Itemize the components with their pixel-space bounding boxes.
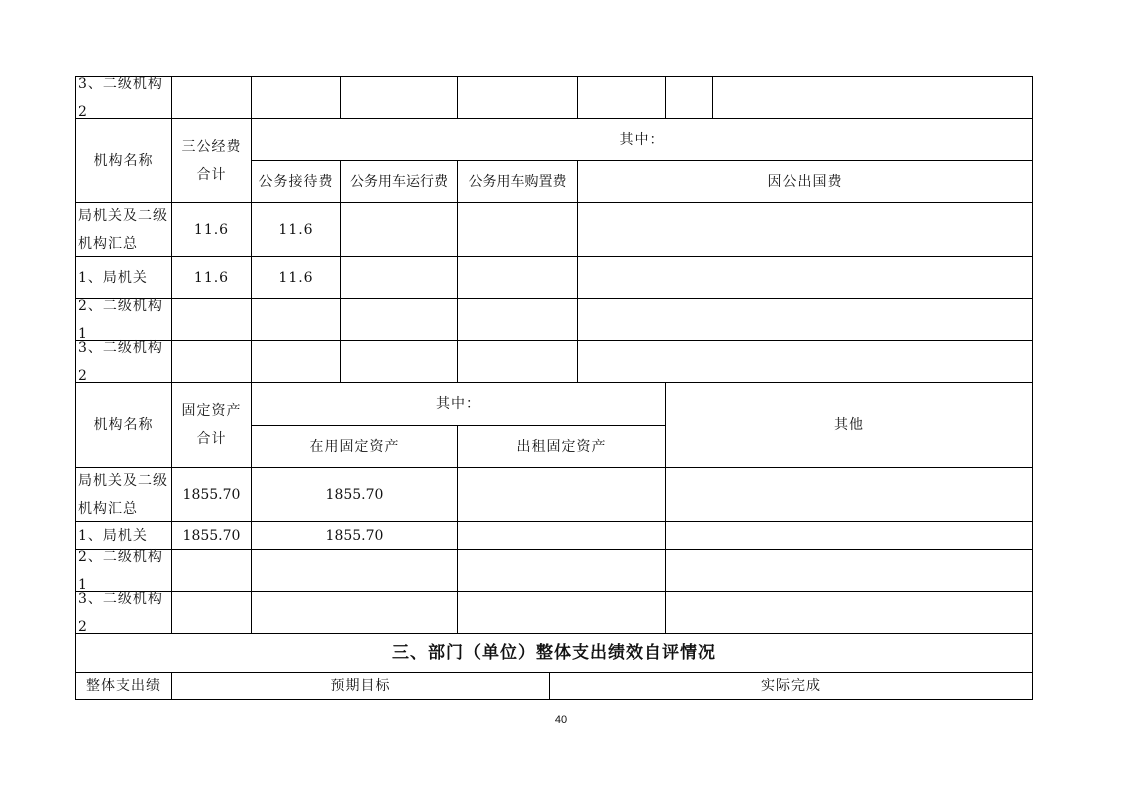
table-cell-car-running [341,299,458,341]
section-title: 三、部门（单位）整体支出绩效自评情况 [75,634,1033,673]
table-row-label: 2、二级机构1 [75,550,172,592]
table-cell-abroad [578,341,1033,383]
table-cell-total: 11.6 [172,203,252,257]
table-cell-total [172,550,252,592]
table-row-label: 局机关及二级机构汇总 [75,468,172,522]
table-cell-total [172,299,252,341]
table-cell-leased [458,522,666,550]
table-cell-leased [458,468,666,522]
table-cell [578,76,666,119]
table-cell [713,76,1033,119]
table-cell-total [172,592,252,634]
table-cell [666,76,713,119]
header-fixed-asset-total: 固定资产合计 [172,383,252,468]
table-cell-car-purchase [458,257,578,299]
header-overall-expenditure: 整体支出绩 [75,673,172,700]
table-cell [172,76,252,119]
header-org-name: 机构名称 [75,383,172,468]
header-leased-assets: 出租固定资产 [458,426,666,468]
table-row-label: 3、二级机构2 [75,592,172,634]
table-cell-in-use: 1855.70 [252,522,458,550]
header-in-use-assets: 在用固定资产 [252,426,458,468]
table-cell-car-running [341,203,458,257]
table-row-label: 1、局机关 [75,522,172,550]
header-car-running: 公务用车运行费 [341,161,458,203]
header-expected-target: 预期目标 [172,673,550,700]
table-cell-other [666,550,1033,592]
table-cell-reception [252,341,341,383]
header-reception: 公务接待费 [252,161,341,203]
table-row-label: 局机关及二级机构汇总 [75,203,172,257]
header-among: 其中： [252,119,1033,161]
table-cell-reception [252,299,341,341]
table-cell-abroad [578,299,1033,341]
table-cell [458,76,578,119]
header-org-name: 机构名称 [75,119,172,203]
table-cell-leased [458,550,666,592]
table-cell-in-use: 1855.70 [252,468,458,522]
table-cell-other [666,522,1033,550]
header-among: 其中： [252,383,666,426]
page-number: 40 [554,714,568,726]
header-three-public-total: 三公经费合计 [172,119,252,203]
table-cell-car-purchase [458,203,578,257]
header-actual-completion: 实际完成 [550,673,1033,700]
table-cell-reception: 11.6 [252,257,341,299]
table-row-label: 3、二级机构2 [75,76,172,119]
table-cell-total [172,341,252,383]
table-row-label: 2、二级机构1 [75,299,172,341]
table-cell-abroad [578,203,1033,257]
table-cell-in-use [252,592,458,634]
table-cell [252,76,341,119]
table-row-label: 1、局机关 [75,257,172,299]
table-cell-leased [458,592,666,634]
table-cell-reception: 11.6 [252,203,341,257]
header-other: 其他 [666,383,1033,468]
table-cell-other [666,592,1033,634]
table-row-label: 3、二级机构2 [75,341,172,383]
table-cell-total: 1855.70 [172,468,252,522]
table-cell-total: 1855.70 [172,522,252,550]
table-cell-car-purchase [458,341,578,383]
table-cell-other [666,468,1033,522]
header-abroad: 因公出国费 [578,161,1033,203]
table-cell [341,76,458,119]
table-cell-abroad [578,257,1033,299]
table-cell-car-running [341,341,458,383]
header-car-purchase: 公务用车购置费 [458,161,578,203]
table-cell-total: 11.6 [172,257,252,299]
table-cell-car-purchase [458,299,578,341]
table-cell-in-use [252,550,458,592]
table-cell-car-running [341,257,458,299]
